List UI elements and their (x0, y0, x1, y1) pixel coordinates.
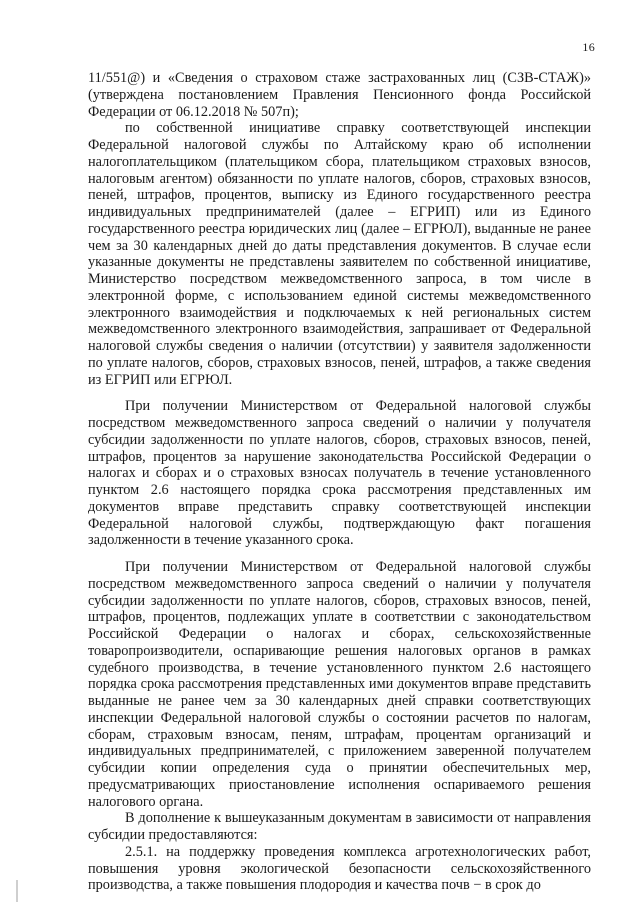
paragraph-additional-documents: В дополнение к вышеуказанным документам в зависимости от направления субсидии предоставляются: (88, 810, 591, 843)
document-body (88, 70, 591, 894)
paragraph-tax-certificate: по собственной инициативе справку соответствующей инспекции Федеральной налоговой службы по Алтайскому краю об исполнении налогоплательщиком (плательщиком сбора, плательщиком страховых взносов, налоговым агентом) обязанности по уплате налогов, сборов, страховых взносов, пеней, штрафов, процентов, выписку из Единого государственного реестра индивидуальных предпринимателей (далее – ЕГРИП) или из Единого государственного реестра юридических лиц (далее – ЕГРЮЛ), выданные не ранее чем за 30 календарных дней до даты представления документов. В случае если указанные документы не представлены заявителем по собственной инициативе, Министерство посредством межведомственного запроса, в том числе в электронной форме, с использованием единой системы межведомственного электронного взаимодействия и подключаемых к ней региональных систем межведомственного электронного взаимодействия, запрашивает от Федеральной налоговой службы сведения о наличии (отсутствии) у заявителя задолженности по уплате налогов, сборов, страховых взносов, пеней, штрафов, а также сведения из ЕГРИП или ЕГРЮЛ. (88, 120, 591, 388)
paragraph-court-dispute: При получении Министерством от Федеральной налоговой службы посредством межведомственного запроса сведений о наличии у получателя субсидии задолженности по уплате налогов, сборов, страховых взносов, пеней, штрафов, процентов, подлежащих уплате в соответствии с законодательством Российской Федерации о налогах и сборах, сельскохозяйственные товаропроизводители, оспаривающие решения налоговых органов в рамках судебного производства, в течение установленного пунктом 2.6 настоящего порядка срока рассмотрения представленных ими документов вправе представить выданные не ранее чем за 30 календарных дней справки соответствующих инспекции Федеральной налоговой службы о состоянии расчетов по налогам, сборам, страховым взносам, пеням, штрафам, процентам организаций и индивидуальных предпринимателей, с приложением заверенной получателем субсидии копии определения суда о принятии обеспечительных мер, предусматривающих приостановление исполнения оспариваемого решения налогового органа. (88, 559, 591, 810)
paragraph-debt-information: При получении Министерством от Федеральной налоговой службы посредством межведомственного запроса сведений о наличии у получателя субсидии задолженности по уплате налогов, сборов, страховых взносов, пеней, штрафов, процентов за нарушение законодательства Российской Федерации о налогах и сборах и о страховых взносах получатель в течение установленного пунктом 2.6 настоящего порядка срока рассмотрения представленных им документов вправе представить справку соответствующей инспекции Федеральной налоговой службы, подтверждающую факт погашения задолженности в течение указанного срока. (88, 398, 591, 549)
paragraph-subsection-2-5-1: 2.5.1. на поддержку проведения комплекса агротехнологических работ, повышения уровня экологической безопасности сельскохозяйственного производства, а также повышения плодородия и качества почв − в срок до (88, 843, 591, 894)
paragraph-continuation: 11/551@) и «Сведения о страховом стаже застрахованных лиц (СЗВ-СТАЖ)» (утверждена постановлением Правления Пенсионного фонда Российской Федерации от 06.12.2018 № 507п); (88, 70, 591, 120)
page-number: 16 (582, 40, 595, 54)
scan-margin-mark (16, 880, 18, 902)
